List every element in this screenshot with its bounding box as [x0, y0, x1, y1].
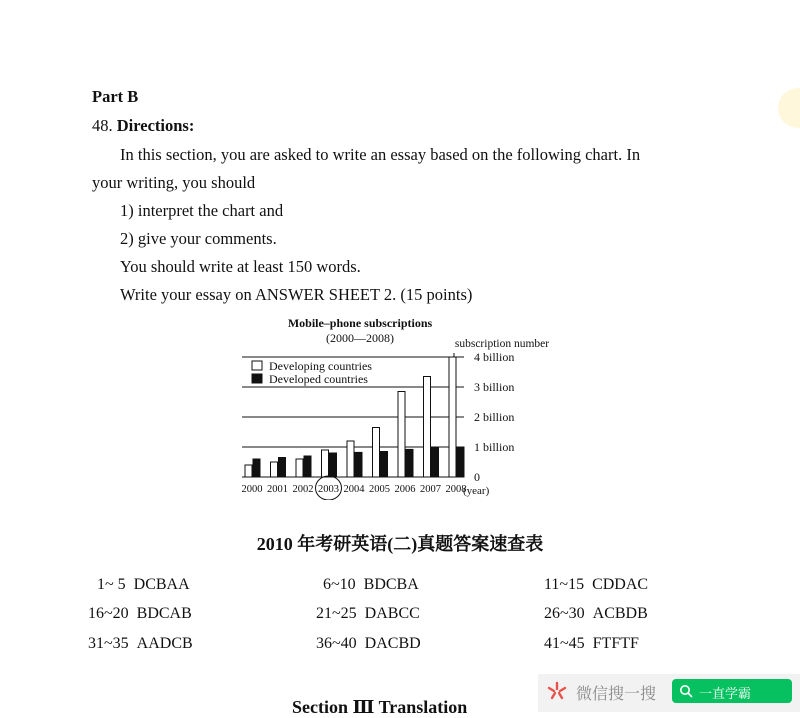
chart-subtitle: (2000—2008) [326, 331, 394, 345]
answer-cell: 26~30 ACBDB [544, 605, 648, 622]
answer-cell: 21~25 DABCC [316, 605, 420, 622]
word-requirement: You should write at least 150 words. [120, 257, 361, 276]
paragraph-line-1: In this section, you are asked to write an essay based on the following chart. In [120, 145, 641, 164]
answer-table-title: 2010 年考研英语(二)真题答案速查表 [256, 534, 544, 554]
y-tick-label: 3 billion [474, 380, 515, 394]
answer-cell: 16~20 BDCAB [88, 605, 192, 622]
legend-label-developed: Developed countries [269, 372, 368, 386]
bar-developed [381, 452, 388, 478]
bar-developing [322, 450, 329, 477]
paragraph-line-2: your writing, you should [92, 173, 256, 192]
y-tick-label: 2 billion [474, 410, 515, 424]
part-heading: Part B [92, 87, 139, 106]
answer-cell: 1~ 5 DCBAA [97, 576, 190, 593]
bar-developed [457, 447, 464, 477]
x-tick-label: 2006 [394, 484, 416, 495]
legend-swatch-developed [252, 374, 262, 383]
legend [252, 359, 372, 386]
bar-developing [245, 465, 252, 477]
answer-cell: 41~45 FTFTF [544, 635, 639, 652]
legend-label-developing: Developing countries [269, 359, 372, 373]
x-tick-labels [242, 476, 467, 500]
answer-cell: 6~10 BDCBA [323, 576, 419, 593]
bar-developed [432, 447, 439, 477]
wechat-search-label[interactable]: 微信搜一搜 [576, 684, 657, 703]
search-button-label: 一直学霸 [699, 687, 752, 702]
x-tick-label: 2000 [241, 484, 263, 495]
answer-sheet-instruction: Write your essay on ANSWER SHEET 2. (15 points) [120, 285, 473, 304]
bar-developed [253, 459, 260, 477]
bar-developing [296, 459, 303, 477]
x-axis-label: (year) [463, 485, 490, 497]
bar-developed [279, 458, 286, 478]
item-number: 48. [92, 116, 113, 135]
x-tick-label: 2004 [343, 484, 365, 495]
answer-cell: 36~40 DACBD [316, 635, 421, 652]
y-axis-label: subscription number [454, 338, 550, 350]
x-tick-label: 2005 [369, 484, 390, 495]
x-tick-label: 2002 [292, 484, 314, 495]
y-tick-labels [474, 350, 514, 484]
answer-cell: 11~15 CDDAC [544, 576, 649, 593]
bar-developing [449, 357, 456, 477]
magnifier-icon [679, 684, 693, 698]
bar-developed [406, 449, 413, 477]
legend-swatch-developing [252, 361, 262, 370]
y-tick-label: 0 [474, 470, 480, 484]
x-tick-label: 2007 [420, 484, 441, 495]
directions-line [92, 116, 194, 136]
bar-developing [373, 428, 380, 478]
search-button[interactable] [672, 679, 792, 703]
bar-developing [271, 462, 278, 477]
step-2: 2) give your comments. [120, 229, 277, 248]
chart-title: Mobile–phone subscriptions [287, 316, 433, 330]
bar-developed [355, 452, 362, 477]
directions-label: Directions: [116, 116, 195, 135]
bar-developing [398, 392, 405, 478]
step-1: 1) interpret the chart and [120, 201, 284, 220]
x-tick-label: 2008 [445, 484, 467, 495]
bar-developed [304, 456, 311, 477]
y-tick-label: 4 billion [474, 350, 515, 364]
y-tick-label: 1 billion [474, 440, 515, 454]
x-tick-label: 2003 [318, 484, 339, 495]
x-tick-label: 2001 [267, 484, 288, 495]
bar-developing [424, 377, 431, 478]
decorative-glow [778, 88, 800, 128]
bar-developing [347, 441, 354, 477]
subscriptions-chart [238, 314, 568, 500]
bar-developed [330, 453, 337, 477]
wechat-search-logo-icon [546, 681, 568, 701]
answer-cell: 31~35 AADCB [88, 635, 193, 652]
next-section-heading: Section Ⅲ Translation [292, 697, 468, 717]
